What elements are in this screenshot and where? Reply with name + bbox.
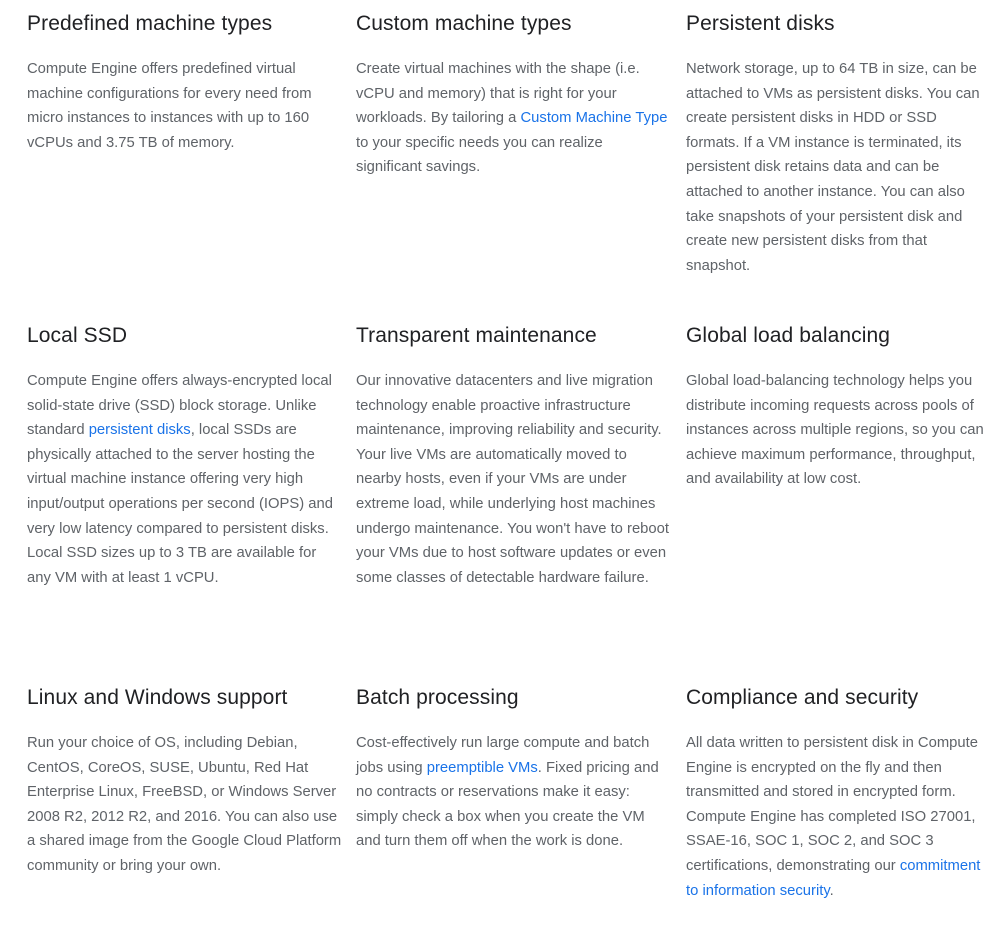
feature-card-transparent-maintenance bbox=[356, 324, 686, 686]
feature-description bbox=[356, 57, 672, 180]
persistent-disks-link[interactable]: persistent disks bbox=[88, 422, 191, 439]
preemptible-vms-link[interactable]: preemptible VMs bbox=[426, 759, 538, 776]
feature-card-batch-processing bbox=[356, 686, 686, 926]
features-row bbox=[27, 324, 987, 686]
feature-card-predefined-machine-types bbox=[27, 12, 356, 324]
feature-title: Linux and Windows support bbox=[27, 686, 288, 709]
description-text: Compute Engine offers always-encrypted local solid-state drive (SSD) block storage. Unlike standard bbox=[27, 373, 332, 439]
description-text: to your specific needs you can realize significant savings. bbox=[356, 134, 603, 176]
description-text: , local SSDs are physically attached to the server hosting the virtual machine instance offering very high input/output operations per second (IOPS) and very low latency compared to persistent disks. Local SSD sizes up to 3 TB are available for any VM with at least 1 vCPU. bbox=[27, 422, 333, 586]
features-row bbox=[27, 12, 987, 324]
feature-title: Transparent maintenance bbox=[356, 324, 597, 347]
description-text: . bbox=[829, 882, 834, 899]
feature-card-linux-windows-support bbox=[27, 686, 356, 926]
feature-card-custom-machine-types bbox=[356, 12, 686, 324]
feature-description: Compute Engine offers predefined virtual machine configurations for every need from micro instances to instances with up to 160 vCPUs and 3.75 TB of memory. bbox=[27, 61, 312, 151]
feature-card-local-ssd bbox=[27, 324, 356, 686]
features-grid bbox=[27, 12, 987, 926]
feature-title: Local SSD bbox=[27, 324, 128, 347]
feature-description bbox=[27, 369, 342, 590]
feature-title: Persistent disks bbox=[686, 12, 835, 35]
information-security-link[interactable]: commitment to information security bbox=[686, 857, 981, 899]
description-text: All data written to persistent disk in Compute Engine is encrypted on the fly and then transmitted and stored in encrypted form. Compute Engine has completed ISO 27001, SSAE-16, SOC 1, SOC 2, and SOC 3 certifications, demonstrating our bbox=[686, 735, 978, 874]
feature-title: Predefined machine types bbox=[27, 12, 273, 35]
feature-description: Network storage, up to 64 TB in size, can be attached to VMs as persistent disks. You can create persistent disks in HDD or SSD formats. If a VM instance is terminated, its persistent disk retains data and can be attached to another instance. You can also take snapshots of your persistent disk and create new persistent disks from that snapshot. bbox=[686, 61, 980, 274]
description-text: Cost-effectively run large compute and batch jobs using bbox=[356, 735, 650, 776]
feature-title: Batch processing bbox=[356, 686, 519, 709]
feature-title: Compliance and security bbox=[686, 686, 919, 709]
custom-machine-type-link[interactable]: Custom Machine Type bbox=[520, 110, 668, 127]
feature-card-global-load-balancing bbox=[686, 324, 986, 686]
feature-description: Global load-balancing technology helps you distribute incoming requests across pools of instances across multiple regions, so you can achieve maximum performance, throughput, and availability at low cost. bbox=[686, 373, 984, 488]
description-text: . Fixed pricing and no contracts or reservations make it easy: simply check a box when you create the VM and turn them off when the work is done. bbox=[356, 759, 659, 850]
features-row bbox=[27, 686, 987, 926]
feature-card-persistent-disks bbox=[686, 12, 986, 324]
feature-description: Run your choice of OS, including Debian, CentOS, CoreOS, SUSE, Ubuntu, Red Hat Enterprise Linux, FreeBSD, or Windows Server 2008 R2, 2012 R2, and 2016. You can also use a shared image from the Google Cloud Platform community or bring your own. bbox=[27, 735, 342, 874]
feature-card-compliance-security bbox=[686, 686, 986, 926]
feature-description bbox=[356, 731, 672, 854]
feature-title: Global load balancing bbox=[686, 324, 891, 347]
description-text: Create virtual machines with the shape (i.e. vCPU and memory) that is right for your workloads. By tailoring a bbox=[356, 61, 640, 127]
feature-title: Custom machine types bbox=[356, 12, 572, 35]
feature-description bbox=[686, 731, 986, 903]
feature-description: Our innovative datacenters and live migration technology enable proactive infrastructure maintenance, improving reliability and security. Your live VMs are automatically moved to nearby hosts, even if your VMs are under extreme load, while underlying host machines undergo maintenance. You won't have to reboot your VMs due to host software updates or even some classes of detectable hardware failure. bbox=[356, 373, 669, 586]
